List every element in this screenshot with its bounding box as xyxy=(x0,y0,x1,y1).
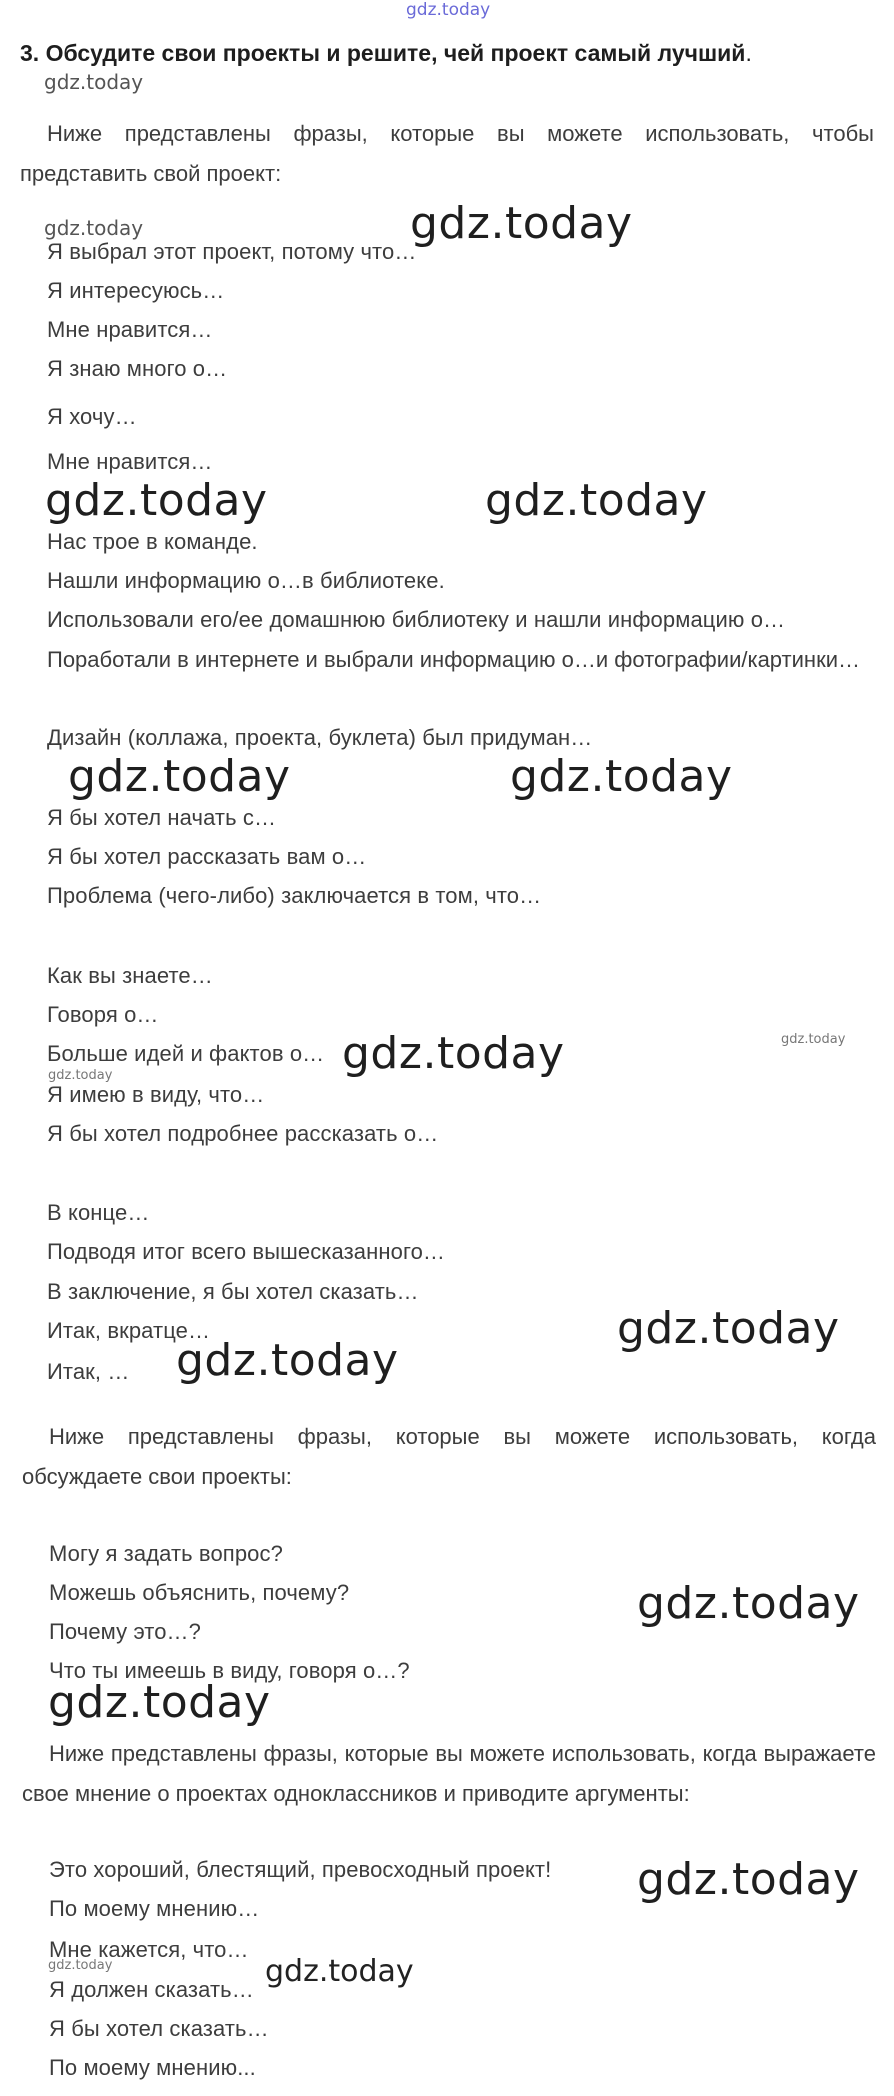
watermark: gdz.today xyxy=(410,198,633,249)
phrase-item: Можешь объяснить, почему? xyxy=(49,1580,350,1605)
task-title-text: 3. Обсудите свои проекты и решите, чей проект самый лучший xyxy=(20,40,746,66)
watermark: gdz.today xyxy=(48,1068,113,1083)
phrase-item: Дизайн (коллажа, проекта, буклета) был придуман… xyxy=(47,725,593,750)
watermark: gdz.today xyxy=(617,1303,840,1354)
phrase-item: Я знаю много о… xyxy=(47,356,228,381)
phrase-item: Я выбрал этот проект, потому что… xyxy=(47,239,417,264)
phrase-item: Говоря о… xyxy=(47,1002,159,1027)
watermark: gdz.today xyxy=(44,70,144,94)
watermark: gdz.today xyxy=(265,1954,414,1989)
phrase-item: Я должен сказать… xyxy=(49,1977,254,2002)
phrase-item: Итак, … xyxy=(47,1359,130,1384)
phrase-item: Я хочу… xyxy=(47,404,137,429)
watermark: gdz.today xyxy=(68,751,291,802)
phrase-item: Больше идей и фактов о… xyxy=(47,1041,325,1066)
watermark: gdz.today xyxy=(342,1028,565,1079)
watermark: gdz.today xyxy=(510,751,733,802)
watermark: gdz.today xyxy=(48,1958,113,1973)
watermark: gdz.today xyxy=(44,216,144,240)
phrase-item: Я бы хотел рассказать вам о… xyxy=(47,844,367,869)
phrase-item: Почему это…? xyxy=(49,1619,201,1644)
phrase-item: Нашли информацию о…в библиотеке. xyxy=(47,568,445,593)
phrase-item: Использовали его/ее домашнюю библиотеку и нашли информацию о… xyxy=(47,607,786,632)
phrase-item: Мне нравится… xyxy=(47,449,213,474)
phrase-item: Подводя итог всего вышесказанного… xyxy=(47,1239,446,1264)
phrase-item: Мне кажется, что… xyxy=(49,1937,249,1962)
phrase-item: Итак, вкратце… xyxy=(47,1318,211,1343)
phrase-item: Как вы знаете… xyxy=(47,963,213,988)
phrase-item: Могу я задать вопрос? xyxy=(49,1541,283,1566)
watermark: gdz.today xyxy=(485,475,708,526)
phrase-item: Мне нравится… xyxy=(47,317,213,342)
watermark: gdz.today xyxy=(781,1032,846,1047)
phrase-item: Это хороший, блестящий, превосходный проект! xyxy=(49,1857,552,1882)
intro-paragraph-2: Ниже представлены фразы, которые вы можете использовать, когда обсуждаете свои проекты: xyxy=(22,1424,876,1489)
header-watermark: gdz.today xyxy=(406,0,491,20)
phrase-item: Я бы хотел начать с… xyxy=(47,805,277,830)
intro-paragraph-1: Ниже представлены фразы, которые вы можете использовать, чтобы представить свой проект: xyxy=(20,121,874,186)
phrase-item: По моему мнению… xyxy=(49,1896,260,1921)
phrase-item: Проблема (чего-либо) заключается в том, что… xyxy=(47,883,542,908)
watermark: gdz.today xyxy=(176,1335,399,1386)
watermark: gdz.today xyxy=(637,1578,860,1629)
watermark: gdz.today xyxy=(637,1854,860,1905)
phrase-item: По моему мнению... xyxy=(49,2055,256,2080)
watermark: gdz.today xyxy=(45,475,268,526)
phrase-item: Я имею в виду, что… xyxy=(47,1082,265,1107)
task-title-dot: . xyxy=(745,40,752,66)
phrase-item: В заключение, я бы хотел сказать… xyxy=(47,1279,419,1304)
intro-paragraph-3: Ниже представлены фразы, которые вы можете использовать, когда выражаете свое мнение о проектах одноклассников и приводите аргументы: xyxy=(22,1741,876,1806)
phrase-item: Я интересуюсь… xyxy=(47,278,225,303)
task-title xyxy=(20,40,752,67)
phrase-item: Я бы хотел сказать… xyxy=(49,2016,269,2041)
phrase-item: Что ты имеешь в виду, говоря о…? xyxy=(49,1658,410,1683)
phrase-item: В конце… xyxy=(47,1200,150,1225)
phrase-item: Нас трое в команде. xyxy=(47,529,258,554)
phrase-item-long: Поработали в интернете и выбрали информацию о…и фотографии/картинки… xyxy=(47,647,860,672)
phrase-item: Я бы хотел подробнее рассказать о… xyxy=(47,1121,439,1146)
watermark: gdz.today xyxy=(48,1677,271,1728)
